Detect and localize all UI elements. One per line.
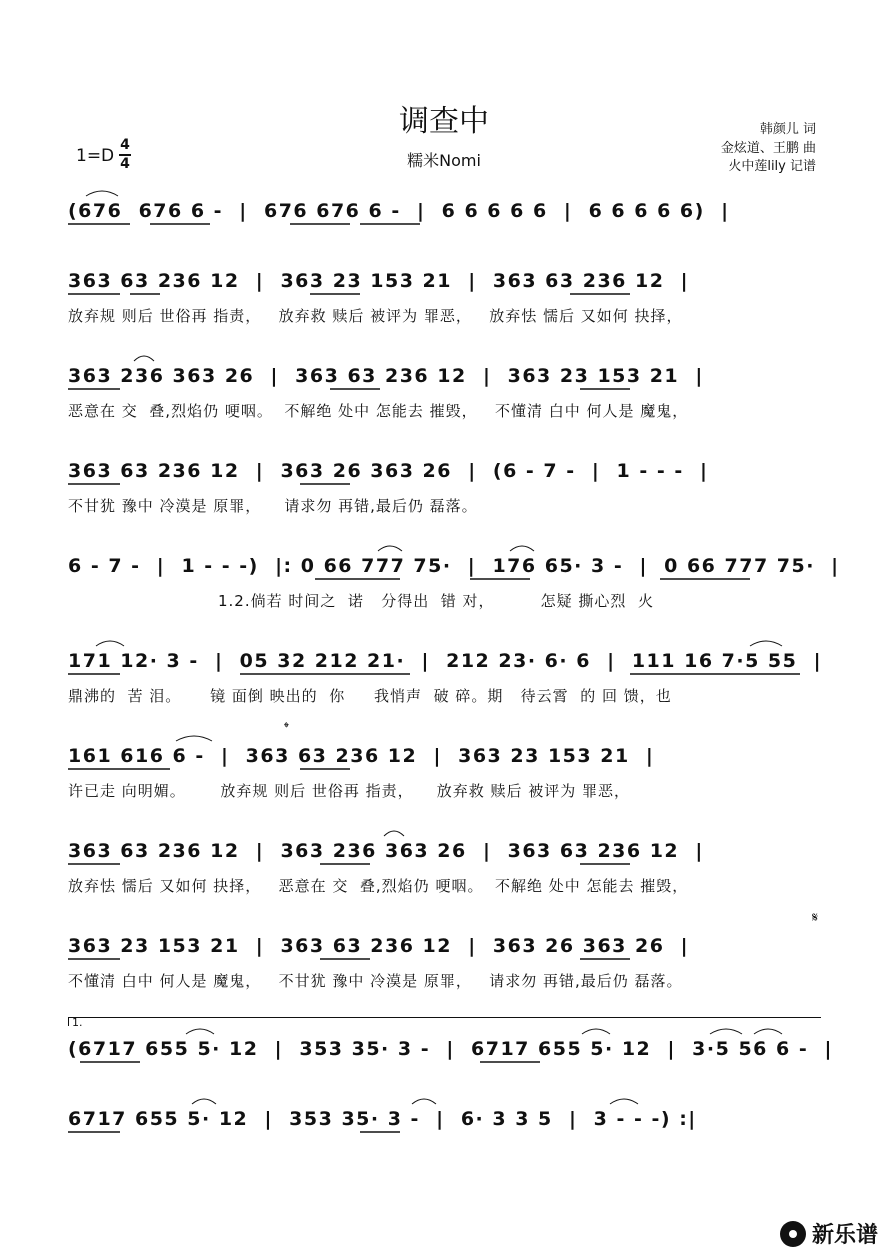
key-signature: 1=D bbox=[76, 146, 115, 166]
site-logo-text: 新乐谱 bbox=[811, 1223, 878, 1248]
credits bbox=[721, 121, 816, 177]
lyric-line: 许已走 向明媚。 放弃规 则后 世俗再 指责， 放弃救 赎后 被评为 罪恶， bbox=[68, 782, 631, 800]
coda-sign-icon: 𝄌 bbox=[284, 720, 289, 736]
notation-line: 161 616 6 - | 363 63 236 12 | 363 23 153 21 | bbox=[68, 745, 655, 767]
music-disc-icon bbox=[780, 1221, 806, 1247]
lyric-line: 恶意在 交 叠,烈焰仍 哽咽。 不解绝 处中 怎能去 摧毁， 不懂清 白中 何人是 魔鬼， bbox=[68, 402, 689, 420]
lyric-line: 不甘犹 豫中 冷漠是 原罪， 请求勿 再错,最后仍 磊落。 bbox=[68, 497, 478, 515]
notation-line: 363 236 363 26 | 363 63 236 12 | 363 23 153 21 | bbox=[68, 365, 704, 387]
notation-line: (6717 655 5· 12 | 353 35· 3 - | 6717 655 5· 12 | 3·5 56 6 - | bbox=[68, 1038, 833, 1060]
notation-line: 6717 655 5· 12 | 353 35· 3 - | 6· 3 3 5 | 3 - - -) :| bbox=[68, 1108, 697, 1130]
time-signature-bottom: 4 bbox=[120, 155, 130, 172]
lyric-line: 放弃怯 懦后 又如何 抉择， 恶意在 交 叠,烈焰仍 哽咽。 不解绝 处中 怎能去 摧毁， bbox=[68, 877, 689, 895]
notation-line: 6 - 7 - | 1 - - -) |: 0 66 777 75· | 176 65· 3 - | 0 66 777 75· | bbox=[68, 555, 840, 577]
singer: 糯米Nomi bbox=[407, 151, 481, 170]
lyricist: 韩颜儿 词 bbox=[759, 122, 816, 137]
notation-line: 171 12· 3 - | 05 32 212 21· | 212 23· 6· 6 | 111 16 7·5 55 | bbox=[68, 650, 823, 672]
notation-line: 363 63 236 12 | 363 236 363 26 | 363 63 236 12 | bbox=[68, 840, 704, 862]
notation-line: 363 63 236 12 | 363 23 153 21 | 363 63 236 12 | bbox=[68, 270, 690, 292]
lyric-line: 鼎沸的 苦 泪。 镜 面倒 映出的 你 我悄声 破 碎。期 待云霄 的 回 馈，也 bbox=[68, 687, 672, 705]
time-signature-top: 4 bbox=[120, 137, 130, 153]
notation-line: 363 23 153 21 | 363 63 236 12 | 363 26 363 26 | bbox=[68, 935, 690, 957]
volta-label: 1. bbox=[72, 1016, 83, 1029]
lyric-line: 不懂清 白中 何人是 魔鬼， 不甘犹 豫中 冷漠是 原罪， 请求勿 再错,最后仍 磊落。 bbox=[68, 972, 683, 990]
lyric-line: 放弃规 则后 世俗再 指责， 放弃救 赎后 被评为 罪恶， 放弃怯 懦后 又如何 抉择， bbox=[68, 307, 683, 325]
transcriber: 火中莲lily 记谱 bbox=[728, 159, 816, 174]
volta-bracket bbox=[68, 1017, 821, 1026]
notation-line: 363 63 236 12 | 363 26 363 26 | (6 - 7 - | 1 - - - | bbox=[68, 460, 709, 482]
song-title: 调查中 bbox=[399, 104, 489, 139]
notation-line: (676 676 6 - | 676 676 6 - | 6 6 6 6 6 | 6 6 6 6 6) | bbox=[68, 200, 730, 222]
site-logo bbox=[780, 1218, 878, 1249]
composer: 金炫道、王鹏 曲 bbox=[720, 140, 816, 156]
segno-sign-icon: 𝄋 bbox=[812, 910, 819, 926]
lyric-line: 1.2.倘若 时间之 诺 分得出 错 对， 怎疑 撕心烈 火 bbox=[68, 592, 654, 610]
